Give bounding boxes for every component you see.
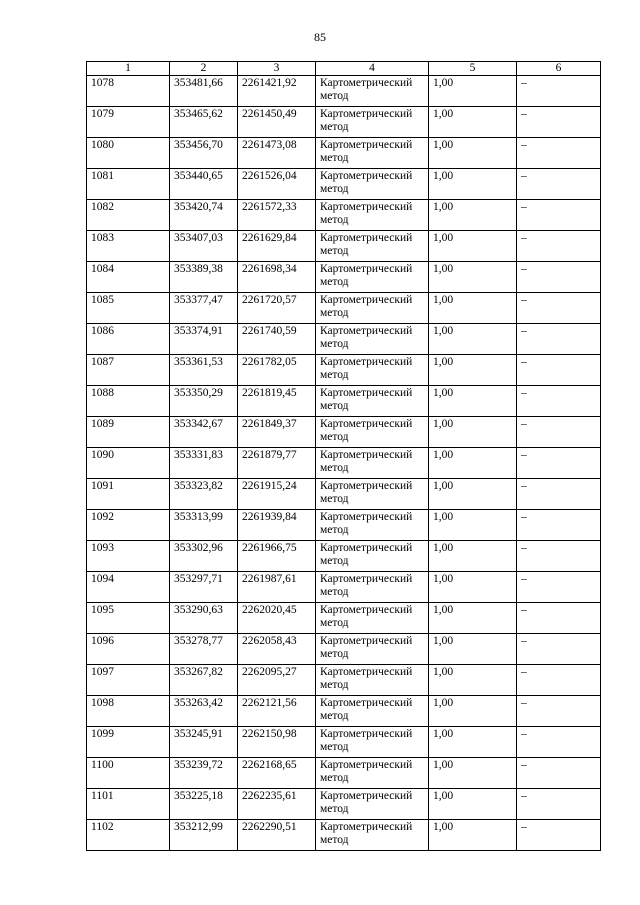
accuracy-cell: 1,00: [429, 107, 517, 138]
point-number-cell: 1089: [87, 417, 170, 448]
point-number-cell: 1087: [87, 355, 170, 386]
x-coordinate-cell: 353342,67: [170, 417, 238, 448]
y-coordinate-cell: 2262150,98: [238, 727, 316, 758]
note-cell: –: [517, 634, 601, 665]
point-number-cell: 1080: [87, 138, 170, 169]
y-coordinate-cell: 2262290,51: [238, 820, 316, 851]
table-row: [87, 479, 601, 510]
y-coordinate-cell: 2261720,57: [238, 293, 316, 324]
accuracy-cell: 1,00: [429, 262, 517, 293]
note-cell: –: [517, 665, 601, 696]
table-row: [87, 293, 601, 324]
point-number-cell: 1099: [87, 727, 170, 758]
method-cell: Картометрический метод: [316, 107, 429, 138]
note-cell: –: [517, 138, 601, 169]
method-cell: Картометрический метод: [316, 231, 429, 262]
x-coordinate-cell: 353361,53: [170, 355, 238, 386]
point-number-cell: 1079: [87, 107, 170, 138]
x-coordinate-cell: 353377,47: [170, 293, 238, 324]
method-cell: Картометрический метод: [316, 572, 429, 603]
y-coordinate-cell: 2262020,45: [238, 603, 316, 634]
note-cell: –: [517, 603, 601, 634]
y-coordinate-cell: 2261782,05: [238, 355, 316, 386]
method-cell: Картометрический метод: [316, 603, 429, 634]
accuracy-cell: 1,00: [429, 324, 517, 355]
point-number-cell: 1090: [87, 448, 170, 479]
note-cell: –: [517, 758, 601, 789]
column-header: 5: [429, 62, 517, 76]
accuracy-cell: 1,00: [429, 572, 517, 603]
method-cell: Картометрический метод: [316, 820, 429, 851]
point-number-cell: 1086: [87, 324, 170, 355]
accuracy-cell: 1,00: [429, 603, 517, 634]
method-cell: Картометрический метод: [316, 789, 429, 820]
accuracy-cell: 1,00: [429, 231, 517, 262]
table-row: [87, 262, 601, 293]
method-cell: Картометрический метод: [316, 665, 429, 696]
method-cell: Картометрический метод: [316, 262, 429, 293]
accuracy-cell: 1,00: [429, 820, 517, 851]
method-cell: Картометрический метод: [316, 696, 429, 727]
method-cell: Картометрический метод: [316, 479, 429, 510]
note-cell: –: [517, 76, 601, 107]
accuracy-cell: 1,00: [429, 448, 517, 479]
method-cell: Картометрический метод: [316, 355, 429, 386]
x-coordinate-cell: 353297,71: [170, 572, 238, 603]
y-coordinate-cell: 2262168,65: [238, 758, 316, 789]
method-cell: Картометрический метод: [316, 324, 429, 355]
x-coordinate-cell: 353389,38: [170, 262, 238, 293]
x-coordinate-cell: 353239,72: [170, 758, 238, 789]
x-coordinate-cell: 353440,65: [170, 169, 238, 200]
method-cell: Картометрический метод: [316, 386, 429, 417]
note-cell: –: [517, 262, 601, 293]
accuracy-cell: 1,00: [429, 789, 517, 820]
column-header: 1: [87, 62, 170, 76]
point-number-cell: 1095: [87, 603, 170, 634]
x-coordinate-cell: 353313,99: [170, 510, 238, 541]
coordinates-table: [86, 61, 601, 851]
column-header: 6: [517, 62, 601, 76]
method-cell: Картометрический метод: [316, 634, 429, 665]
y-coordinate-cell: 2261849,37: [238, 417, 316, 448]
note-cell: –: [517, 696, 601, 727]
accuracy-cell: 1,00: [429, 169, 517, 200]
accuracy-cell: 1,00: [429, 355, 517, 386]
column-header: 3: [238, 62, 316, 76]
table-row: [87, 510, 601, 541]
y-coordinate-cell: 2261819,45: [238, 386, 316, 417]
table-row: [87, 324, 601, 355]
x-coordinate-cell: 353267,82: [170, 665, 238, 696]
accuracy-cell: 1,00: [429, 76, 517, 107]
note-cell: –: [517, 355, 601, 386]
table-row: [87, 696, 601, 727]
method-cell: Картометрический метод: [316, 758, 429, 789]
page-number: 85: [314, 30, 326, 44]
point-number-cell: 1094: [87, 572, 170, 603]
method-cell: Картометрический метод: [316, 169, 429, 200]
note-cell: –: [517, 324, 601, 355]
table-body: [87, 76, 601, 851]
note-cell: –: [517, 479, 601, 510]
table-row: [87, 169, 601, 200]
y-coordinate-cell: 2261966,75: [238, 541, 316, 572]
accuracy-cell: 1,00: [429, 541, 517, 572]
note-cell: –: [517, 510, 601, 541]
note-cell: –: [517, 386, 601, 417]
point-number-cell: 1083: [87, 231, 170, 262]
x-coordinate-cell: 353245,91: [170, 727, 238, 758]
x-coordinate-cell: 353263,42: [170, 696, 238, 727]
y-coordinate-cell: 2261473,08: [238, 138, 316, 169]
x-coordinate-cell: 353278,77: [170, 634, 238, 665]
note-cell: –: [517, 169, 601, 200]
x-coordinate-cell: 353290,63: [170, 603, 238, 634]
x-coordinate-cell: 353374,91: [170, 324, 238, 355]
accuracy-cell: 1,00: [429, 510, 517, 541]
method-cell: Картометрический метод: [316, 448, 429, 479]
x-coordinate-cell: 353420,74: [170, 200, 238, 231]
point-number-cell: 1096: [87, 634, 170, 665]
y-coordinate-cell: 2262095,27: [238, 665, 316, 696]
table-row: [87, 603, 601, 634]
y-coordinate-cell: 2261915,24: [238, 479, 316, 510]
point-number-cell: 1078: [87, 76, 170, 107]
point-number-cell: 1084: [87, 262, 170, 293]
table-row: [87, 200, 601, 231]
table-row: [87, 386, 601, 417]
accuracy-cell: 1,00: [429, 200, 517, 231]
x-coordinate-cell: 353465,62: [170, 107, 238, 138]
x-coordinate-cell: 353407,03: [170, 231, 238, 262]
accuracy-cell: 1,00: [429, 479, 517, 510]
x-coordinate-cell: 353481,66: [170, 76, 238, 107]
y-coordinate-cell: 2261629,84: [238, 231, 316, 262]
method-cell: Картометрический метод: [316, 510, 429, 541]
method-cell: Картометрический метод: [316, 200, 429, 231]
table-row: [87, 417, 601, 448]
table-row: [87, 758, 601, 789]
point-number-cell: 1097: [87, 665, 170, 696]
method-cell: Картометрический метод: [316, 541, 429, 572]
x-coordinate-cell: 353212,99: [170, 820, 238, 851]
note-cell: –: [517, 820, 601, 851]
column-header: 4: [316, 62, 429, 76]
y-coordinate-cell: 2261572,33: [238, 200, 316, 231]
note-cell: –: [517, 293, 601, 324]
table-row: [87, 448, 601, 479]
accuracy-cell: 1,00: [429, 417, 517, 448]
point-number-cell: 1098: [87, 696, 170, 727]
table-row: [87, 138, 601, 169]
point-number-cell: 1081: [87, 169, 170, 200]
y-coordinate-cell: 2262121,56: [238, 696, 316, 727]
note-cell: –: [517, 417, 601, 448]
note-cell: –: [517, 448, 601, 479]
point-number-cell: 1092: [87, 510, 170, 541]
accuracy-cell: 1,00: [429, 634, 517, 665]
y-coordinate-cell: 2262235,61: [238, 789, 316, 820]
table-row: [87, 727, 601, 758]
note-cell: –: [517, 541, 601, 572]
note-cell: –: [517, 107, 601, 138]
x-coordinate-cell: 353331,83: [170, 448, 238, 479]
method-cell: Картометрический метод: [316, 138, 429, 169]
y-coordinate-cell: 2261740,59: [238, 324, 316, 355]
accuracy-cell: 1,00: [429, 758, 517, 789]
method-cell: Картометрический метод: [316, 417, 429, 448]
point-number-cell: 1091: [87, 479, 170, 510]
point-number-cell: 1082: [87, 200, 170, 231]
note-cell: –: [517, 727, 601, 758]
y-coordinate-cell: 2261939,84: [238, 510, 316, 541]
table-row: [87, 76, 601, 107]
accuracy-cell: 1,00: [429, 386, 517, 417]
point-number-cell: 1102: [87, 820, 170, 851]
point-number-cell: 1093: [87, 541, 170, 572]
table-row: [87, 789, 601, 820]
y-coordinate-cell: 2262058,43: [238, 634, 316, 665]
method-cell: Картометрический метод: [316, 76, 429, 107]
table-row: [87, 355, 601, 386]
point-number-cell: 1101: [87, 789, 170, 820]
x-coordinate-cell: 353350,29: [170, 386, 238, 417]
method-cell: Картометрический метод: [316, 727, 429, 758]
table-row: [87, 634, 601, 665]
accuracy-cell: 1,00: [429, 665, 517, 696]
x-coordinate-cell: 353323,82: [170, 479, 238, 510]
table-row: [87, 665, 601, 696]
accuracy-cell: 1,00: [429, 138, 517, 169]
table-header-row: [87, 62, 601, 76]
accuracy-cell: 1,00: [429, 293, 517, 324]
table-row: [87, 231, 601, 262]
x-coordinate-cell: 353225,18: [170, 789, 238, 820]
point-number-cell: 1100: [87, 758, 170, 789]
y-coordinate-cell: 2261526,04: [238, 169, 316, 200]
y-coordinate-cell: 2261879,77: [238, 448, 316, 479]
note-cell: –: [517, 200, 601, 231]
accuracy-cell: 1,00: [429, 696, 517, 727]
y-coordinate-cell: 2261421,92: [238, 76, 316, 107]
note-cell: –: [517, 789, 601, 820]
point-number-cell: 1088: [87, 386, 170, 417]
table-row: [87, 107, 601, 138]
column-header: 2: [170, 62, 238, 76]
y-coordinate-cell: 2261987,61: [238, 572, 316, 603]
point-number-cell: 1085: [87, 293, 170, 324]
note-cell: –: [517, 572, 601, 603]
y-coordinate-cell: 2261698,34: [238, 262, 316, 293]
x-coordinate-cell: 353302,96: [170, 541, 238, 572]
accuracy-cell: 1,00: [429, 727, 517, 758]
table-row: [87, 572, 601, 603]
y-coordinate-cell: 2261450,49: [238, 107, 316, 138]
method-cell: Картометрический метод: [316, 293, 429, 324]
table-row: [87, 541, 601, 572]
note-cell: –: [517, 231, 601, 262]
x-coordinate-cell: 353456,70: [170, 138, 238, 169]
table-row: [87, 820, 601, 851]
